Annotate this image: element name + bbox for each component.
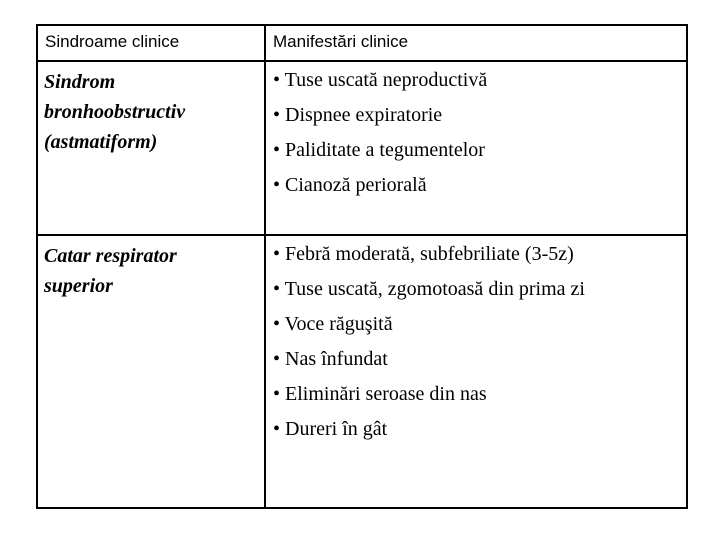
header-syndromes: Sindroame clinice	[45, 32, 180, 51]
manifestation-item: • Paliditate a tegumentelor	[273, 139, 485, 161]
manifestations-cell	[265, 61, 687, 235]
syndrome-name-line: bronhoobstructiv	[44, 101, 186, 123]
manifestations-list	[266, 236, 686, 447]
manifestation-item: • Cianoză periorală	[273, 174, 427, 196]
manifestation-item: • Voce răguşită	[273, 313, 393, 335]
clinical-syndromes-table	[36, 24, 688, 509]
table-row	[37, 235, 687, 508]
header-cell-syndromes	[37, 25, 265, 61]
syndrome-name	[38, 236, 264, 301]
syndrome-cell	[37, 61, 265, 235]
table-header-row	[37, 25, 687, 61]
syndrome-name-line: (astmatiform)	[44, 131, 158, 153]
table-row	[37, 61, 687, 235]
syndrome-name-line: Catar respirator	[44, 245, 177, 267]
manifestations-cell	[265, 235, 687, 508]
syndrome-name-line: superior	[44, 275, 113, 297]
syndrome-name-line: Sindrom	[44, 71, 116, 93]
manifestation-item: • Febră moderată, subfebriliate (3-5z)	[273, 243, 574, 265]
syndrome-name	[38, 62, 264, 157]
manifestation-item: • Dureri în gât	[273, 418, 388, 440]
header-manifestations: Manifestări clinice	[273, 32, 409, 51]
manifestation-item: • Tuse uscată, zgomotoasă din prima zi	[273, 278, 585, 300]
syndrome-cell	[37, 235, 265, 508]
manifestations-list	[266, 62, 686, 203]
manifestation-item: • Tuse uscată neproductivă	[273, 69, 488, 91]
manifestation-item: • Dispnee expiratorie	[273, 104, 443, 126]
header-cell-manifestations	[265, 25, 687, 61]
manifestation-item: • Eliminări seroase din nas	[273, 383, 487, 405]
manifestation-item: • Nas înfundat	[273, 348, 388, 370]
